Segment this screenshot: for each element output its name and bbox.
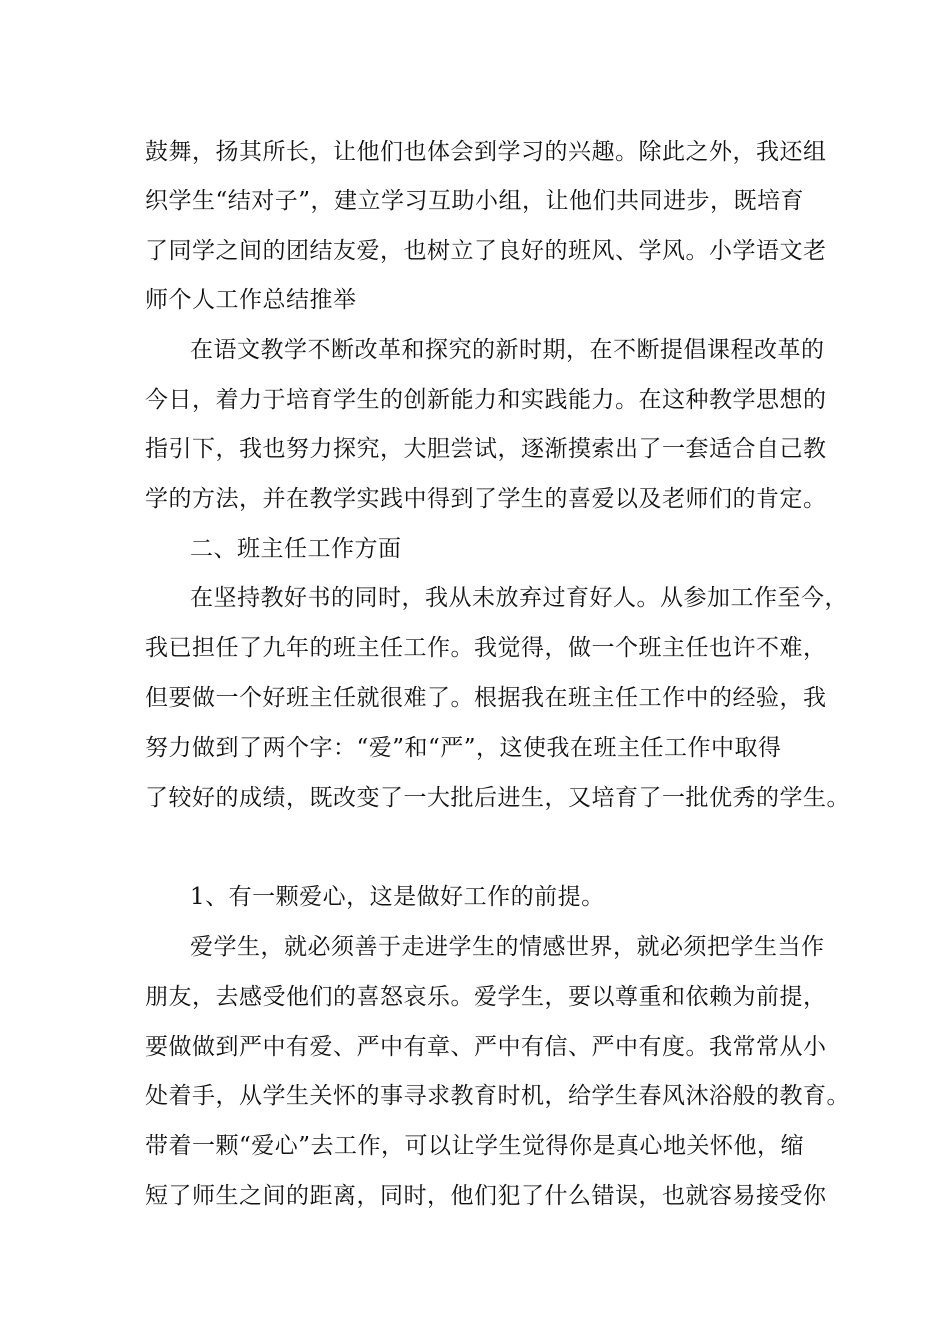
text-line: 指引下，我也努力探究，大胆尝试，逐渐摸索出了一套适合自己教 [145, 436, 827, 462]
text-line: 处着手，从学生关怀的事寻求教育时机，给学生春风沐浴般的教育。 [145, 1083, 850, 1109]
text-line: 鼓舞，扬其所长，让他们也体会到学习的兴趣。除此之外，我还组 [145, 139, 827, 165]
text-line: 带着一颗“爱心”去工作，可以让学生觉得你是真心地关怀他，缩 [145, 1133, 805, 1159]
text-line: 在坚持教好书的同时，我从未放弃过育好人。从参加工作至今， [190, 585, 848, 611]
text-line: 学的方法，并在教学实践中得到了学生的喜爱以及老师们的肯定。 [145, 486, 827, 512]
text-line: 在语文教学不断改革和探究的新时期，在不断提倡课程改革的 [190, 337, 825, 363]
text-line: 努力做到了两个字：“爱”和“严”，这使我在班主任工作中取得 [145, 735, 782, 761]
text-line: 师个人工作总结推举 [145, 287, 357, 313]
text-line: 爱学生，就必须善于走进学生的情感世界，就必须把学生当作 [190, 934, 825, 960]
text-line: 今日，着力于培育学生的创新能力和实践能力。在这种教学思想的 [145, 387, 827, 413]
text-line: 要做做到严中有爱、严中有章、严中有信、严中有度。我常常从小 [145, 1034, 827, 1060]
text-line: 了同学之间的团结友爱，也树立了良好的班风、学风。小学语文老 [145, 238, 827, 264]
text-line: 我已担任了九年的班主任工作。我觉得，做一个班主任也许不难， [145, 635, 827, 661]
subsection-heading: 1、有一颗爱心，这是做好工作的前提。 [190, 884, 605, 910]
text-line: 织学生“结对子”，建立学习互助小组，让他们共同进步，既培育 [145, 188, 805, 214]
section-heading: 二、班主任工作方面 [190, 536, 402, 562]
text-line: 了较好的成绩，既改变了一大批后进生，又培育了一批优秀的学生。 [145, 785, 850, 811]
text-line: 但要做一个好班主任就很难了。根据我在班主任工作中的经验，我 [145, 685, 827, 711]
text-line: 短了师生之间的距离，同时，他们犯了什么错误，也就容易接受你 [145, 1183, 827, 1209]
text-line: 朋友，去感受他们的喜怒哀乐。爱学生，要以尊重和依赖为前提， [145, 984, 827, 1010]
